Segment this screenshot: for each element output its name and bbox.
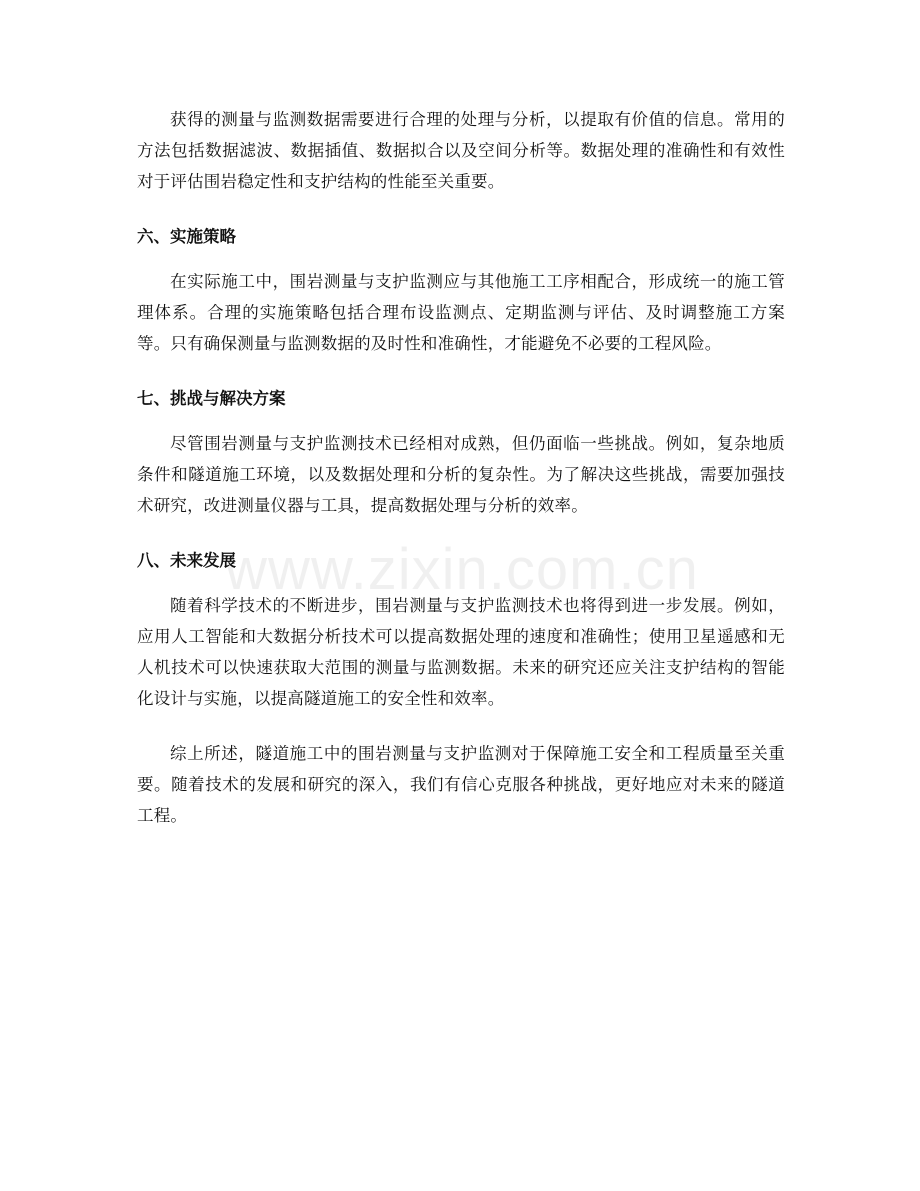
document-body [137, 104, 785, 855]
heading-implementation-strategy: 六、实施策略 [137, 227, 236, 246]
watermark-text: www.zixin.com.cn [225, 537, 699, 602]
heading-challenges-solutions: 七、挑战与解决方案 [137, 389, 286, 408]
paragraph-future-development: 随着科学技术的不断进步，围岩测量与支护监测技术也将得到进一步发展。例如，应用人工智能和大数据分析技术可以提高数据处理的速度和准确性；使用卫星遥感和无人机技术可以快速获取大范围的测量与监测数据。未来的研究还应关注支护结构的智能化设计与实施，以提高隧道施工的安全性和效率。 [137, 596, 785, 708]
paragraph-implementation-strategy: 在实际施工中，围岩测量与支护监测应与其他施工工序相配合，形成统一的施工管理体系。合理的实施策略包括合理布设监测点、定期监测与评估、及时调整施工方案等。只有确保测量与监测数据的及时性和准确性，才能避免不必要的工程风险。 [137, 272, 785, 353]
paragraph-conclusion: 综上所述，隧道施工中的围岩测量与支护监测对于保障施工安全和工程质量至关重要。随着技术的发展和研究的深入，我们有信心克服各种挑战，更好地应对未来的隧道工程。 [137, 744, 785, 825]
paragraph-challenges-solutions: 尽管围岩测量与支护监测技术已经相对成熟，但仍面临一些挑战。例如，复杂地质条件和隧道施工环境，以及数据处理和分析的复杂性。为了解决这些挑战，需要加强技术研究，改进测量仪器与工具，提高数据处理与分析的效率。 [137, 434, 785, 515]
paragraph-data-processing: 获得的测量与监测数据需要进行合理的处理与分析，以提取有价值的信息。常用的方法包括数据滤波、数据插值、数据拟合以及空间分析等。数据处理的准确性和有效性对于评估围岩稳定性和支护结构的性能至关重要。 [137, 110, 785, 191]
heading-future-development: 八、未来发展 [137, 551, 236, 570]
